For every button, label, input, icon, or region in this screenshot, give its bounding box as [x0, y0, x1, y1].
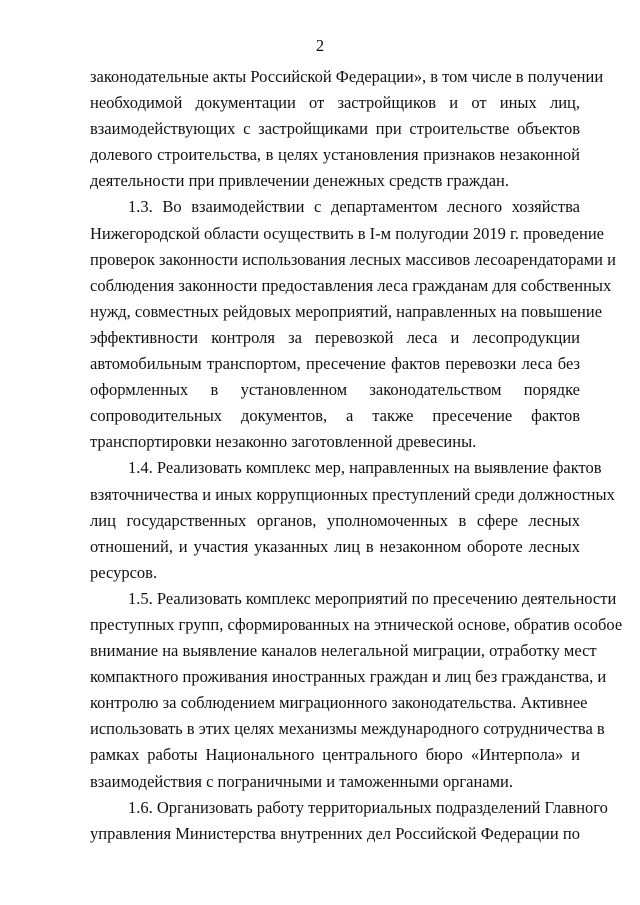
- paragraph-1-5: [90, 586, 623, 795]
- text-line: транспортировки незаконно заготовленной древесины.: [90, 432, 477, 452]
- text-line: 1.6. Организовать работу территориальных подразделений Главного: [128, 797, 608, 817]
- paragraph-1-4: [90, 455, 615, 585]
- text-line: лиц государственных органов, уполномоченных в сфере лесных: [90, 510, 580, 530]
- text-line: компактного проживания иностранных граждан и лиц без гражданства, и: [90, 667, 607, 687]
- text-line: использовать в этих целях механизмы международного сотрудничества в: [90, 719, 605, 739]
- text-line: долевого строительства, в целях установления признаков незаконной: [90, 145, 580, 165]
- text-line: рамках работы Национального центрального бюро «Интерпола» и: [90, 745, 580, 765]
- text-line: Нижегородской области осуществить в I-м полугодии 2019 г. проведение: [90, 223, 604, 243]
- text-line: 1.5. Реализовать комплекс мероприятий по пресечению деятельности: [128, 588, 617, 608]
- document-body: [90, 64, 623, 847]
- text-line: отношений, и участия указанных лиц в незаконном обороте лесных: [90, 536, 580, 556]
- text-line: законодательные акты Российской Федерации», в том числе в получении: [90, 67, 604, 86]
- text-line: ресурсов.: [90, 562, 158, 582]
- text-line: необходимой документации от застройщиков и от иных лиц,: [90, 93, 580, 113]
- text-line: взяточничества и иных коррупционных преступлений среди должностных: [90, 484, 615, 504]
- text-line: нужд, совместных рейдовых мероприятий, направленных на повышение: [90, 301, 603, 321]
- text-line: взаимодействующих с застройщиками при строительстве объектов: [90, 119, 580, 139]
- text-line: соблюдения законности предоставления леса гражданам для собственных: [90, 275, 612, 295]
- paragraph-1-3: [90, 194, 616, 455]
- text-line: преступных групп, сформированных на этнической основе, обратив особое: [90, 614, 623, 634]
- text-line: 1.4. Реализовать комплекс мер, направленных на выявление фактов: [128, 458, 602, 478]
- text-line: внимание на выявление каналов нелегальной миграции, отработку мест: [90, 641, 597, 661]
- text-line: сопроводительных документов, а также пресечение фактов: [90, 406, 580, 426]
- paragraph-1-6: [90, 795, 608, 847]
- text-line: контролю за соблюдением миграционного законодательства. Активнее: [90, 693, 588, 713]
- text-line: автомобильным транспортом, пресечение фактов перевозки леса без: [90, 354, 580, 374]
- paragraph-continuation: [90, 64, 604, 194]
- text-line: проверок законности использования лесных массивов лесоарендаторами и: [90, 249, 616, 269]
- text-line: деятельности при привлечении денежных средств граждан.: [90, 171, 509, 191]
- text-line: взаимодействия с пограничными и таможенными органами.: [90, 771, 513, 791]
- text-line: оформленных в установленном законодательством порядке: [90, 380, 580, 400]
- text-line: управления Министерства внутренних дел Российской Федерации по: [90, 823, 580, 843]
- text-line: эффективности контроля за перевозкой леса и лесопродукции: [90, 327, 580, 347]
- text-line: 1.3. Во взаимодействии с департаментом лесного хозяйства: [128, 197, 580, 217]
- page-number: 2: [315, 36, 325, 55]
